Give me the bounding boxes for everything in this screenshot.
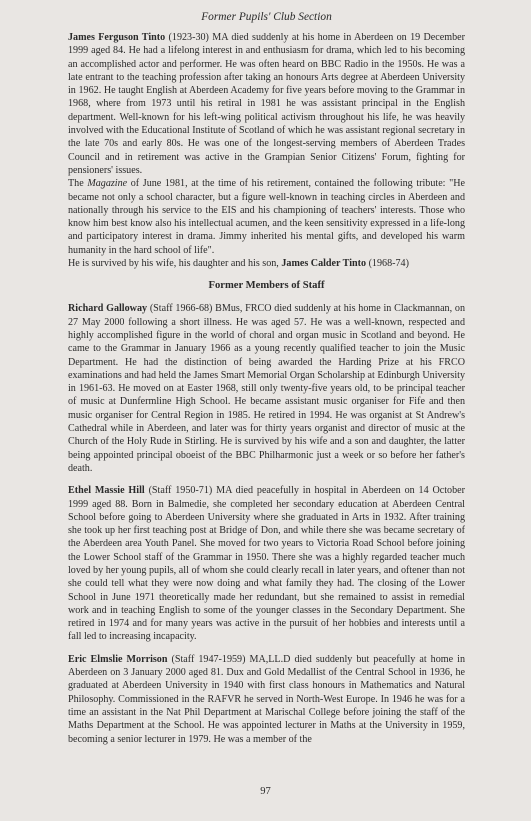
person-name: Richard Galloway [68, 303, 148, 315]
tribute-text: of June 1981, at the time of his retirement, contained the following tribute: "He became not only a school character, but a figure well-known in teaching circles in Aberdeen and nationally through his service to the EIS and his championing of teachers' interests. Those who know him best know also his intellectual acumen, and the keen sensitivity expressed in a life-long and participatory interest in drama. Jimmy inherited his mental gifts, and developed his warm humanity in the hard school of life". [68, 178, 465, 256]
tribute-prefix: The [68, 178, 88, 190]
person-name: Ethel Massie Hill [68, 485, 145, 497]
obituary-paragraph [68, 302, 465, 475]
obituary-paragraph [68, 31, 465, 177]
obituary-text: (1923-30) MA died suddenly at his home in Aberdeen on 19 December 1999 aged 84. He had a lifelong interest in and enthusiasm for drama, which led to his becoming an accomplished actor and performer. He was often heard on BBC Radio in the 1950s. He was a late entrant to the teaching profession after taking an honours Arts degree at Aberdeen University in 1962. He taught English at Aberdeen Academy for five years before moving to the Grammar in 1968, where from 1973 until his retiral in 1981 he was assistant principal in the English department. Well-known for his left-wing political activism throughout his life, he was heavily involved with the Educational Institute of Scotland of which he was assistant regional secretary in the late 70s and early 80s. He was one of the longest-serving members of Aberdeen Trades Council and in retirement was active in the Grampian Senior Citizens' Forum, fighting for pensioners' issues. [68, 32, 465, 176]
obituary-paragraph [68, 653, 465, 746]
page-number: 97 [260, 786, 271, 797]
obituary-text: (Staff 1950-71) MA died peacefully in hospital in Aberdeen on 14 October 1999 aged 88. Born in Balmedie, she completed her secondary education at Aberdeen Central School before going to Aberdeen University where she graduated in Arts in 1932. After training she took up her first teaching post at Bridge of Don, and while there she was became secretary of the Aberdeen area Youth Panel. She moved for two years to Victoria Road School before joining the Lower School staff of the Grammar in 1950. There she was a highly regarded teacher much loved by her young pupils, all of whom she could clearly recall in later years, and oftener than not she could tell what they were now doing and what family they had. The closing of the Lower School in June 1971 theoretically made her redundant, but she remained to assist in remedial work and in teaching English to some of the younger classes in the Secondary Department. She retired in 1974 and for many years was active in the pursuit of her hobbies and interests until a fall led to increasing incapacity. [68, 485, 465, 643]
obituary-tinto [68, 31, 465, 270]
son-years: (1968-74) [366, 258, 409, 270]
person-name: James Ferguson Tinto [68, 32, 166, 43]
son-name: James Calder Tinto [281, 258, 367, 270]
obituary-text: (Staff 1947-1959) MA,LL.D died suddenly but peacefully at home in Aberdeen on 3 January 2000 aged 81. Dux and Gold Medallist of the Central School in 1936, he graduated at Aberdeen University in 1940 with first class honours in Mathematics and Natural Philosophy. Commissioned in the RAFVR he served in North-West Europe. In 1946 he was for a time an assistant in the Nat Phil Department at Marischal College before joining the staff of the Maths Department at the School. He was appointed lecturer in Maths at the University in 1959, becoming a senior lecturer in 1979. He was a member of the [68, 653, 465, 745]
section-heading: Former Members of Staff [208, 280, 325, 292]
obituary-morrison [68, 653, 465, 746]
obituary-hill [68, 484, 465, 644]
person-name: Eric Elmslie Morrison [68, 653, 168, 665]
survived-paragraph [68, 257, 465, 270]
obituary-galloway [68, 302, 465, 475]
magazine-title: Magazine [87, 178, 128, 190]
tribute-paragraph [68, 177, 465, 257]
running-head: Former Pupils' Club Section [201, 11, 332, 23]
obituary-paragraph [68, 484, 465, 644]
survived-text: He is survived by his wife, his daughter and his son, [68, 258, 282, 270]
obituary-text: (Staff 1966-68) BMus, FRCO died suddenly at his home in Clackmannan, on 27 May 2000 following a short illness. He was aged 57. He was a well-known, respected and highly accomplished figure in the world of choral and organ music in Scotland and beyond. He came to the Grammar in January 1966 as a young recently qualified teacher to join the Music Department. He had the distinction of being awarded the Harding Prize at his FRCO examinations and had held the James Smart Memorial Organ Scholarship at Edinburgh University in 1961-63. He moved on at Easter 1968, still only twenty-five years old, to be principal teacher of music at Dunfermline High School. He became assistant music organiser for Fife and then music organiser for Central Region in 1985. He retired in 1994. He was organist at St Andrew's Cathedral while in Aberdeen, and later was for thirty years organist and director of music at the Church of the Holy Rude in Stirling. He is survived by his wife and a son and daughter, the latter being appointed principal oboeist of the BBC Philharmonic just a week or so before her father's death. [68, 303, 465, 474]
